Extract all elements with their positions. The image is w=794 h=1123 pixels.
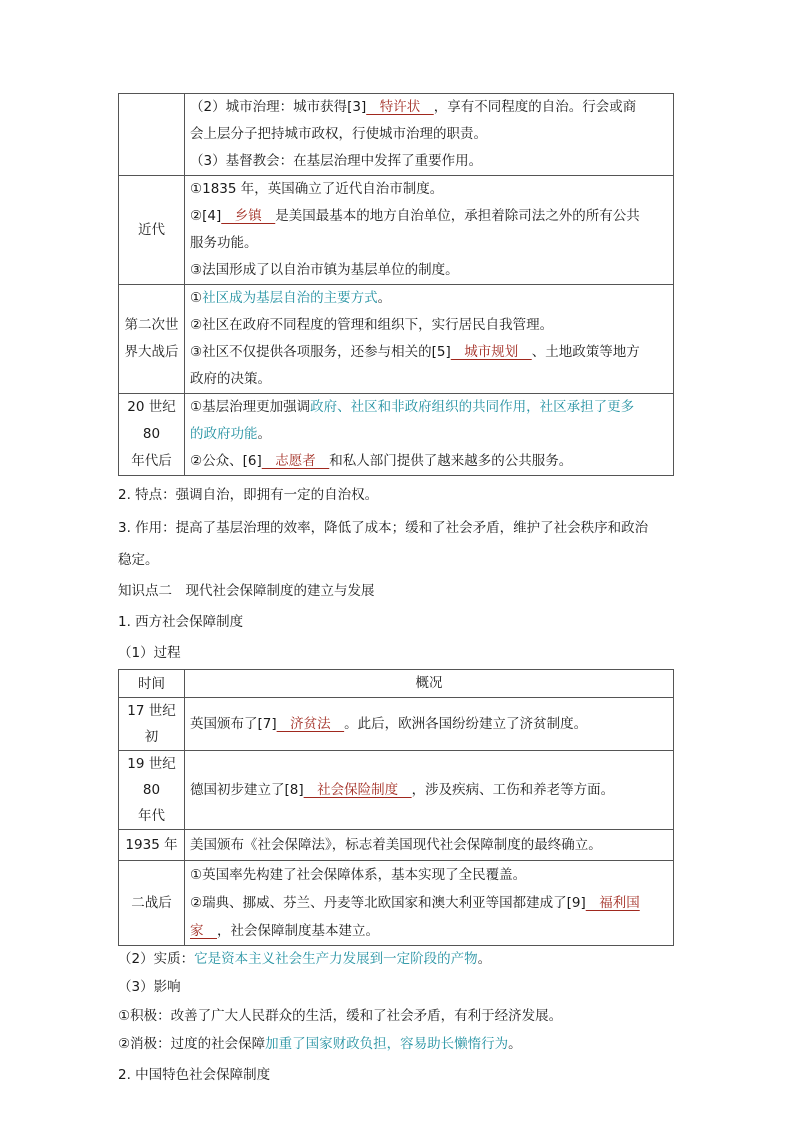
negative-influence: ②消极：过度的社会保障加重了国家财政负担，容易助长懒惰行为。 [118, 1036, 522, 1052]
answer-blank-9: 福利国 [585, 895, 640, 911]
table-row [119, 176, 674, 285]
effect-paragraph: 3. 作用：提高了基层治理的效率，降低了成本；缓和了社会矛盾，维护了社会秩序和政治 [118, 520, 649, 536]
table-row [119, 698, 674, 751]
table-row [119, 751, 674, 830]
section-heading-west: 1. 西方社会保障制度 [118, 614, 244, 630]
highlight-text: 社区成为基层自治的主要方式 [202, 290, 378, 306]
table-row [119, 285, 674, 394]
answer-blank-3: 特许状 [366, 99, 434, 115]
desc-cell: ①英国率先构建了社会保障体系，基本实现了全民覆盖。 ②瑞典、挪威、芬兰、丹麦等北欧国家和澳大利亚等国都建成了[9] 福利国 家 ，社会保障制度基本建立。 [185, 861, 674, 946]
text-line: ②[4] 乡镇 是美国最基本的地方自治单位，承担着除司法之外的所有公共 [190, 208, 640, 224]
effect-paragraph-cont: 稳定。 [118, 552, 159, 568]
header-desc: 概况 [185, 670, 674, 698]
table-row [119, 394, 674, 476]
subheading-influence: （3）影响 [118, 979, 181, 995]
text-line: ①1835 年，英国确立了近代自治市制度。 [190, 181, 444, 197]
highlight-text: 加重了国家财政负担，容易助长懒惰行为 [265, 1036, 509, 1052]
desc-cell: 美国颁布《社会保障法》，标志着美国现代社会保障制度的最终确立。 [185, 830, 674, 861]
social-security-table [118, 669, 674, 946]
text-line: ①社区成为基层自治的主要方式。 [190, 290, 392, 306]
content-cell [185, 94, 674, 176]
grassroots-governance-table [118, 93, 674, 476]
content-cell [185, 176, 674, 285]
table-row [119, 861, 674, 946]
text-line: 的政府功能。 [190, 426, 271, 442]
knowledge-point-heading: 知识点二 现代社会保障制度的建立与发展 [118, 583, 375, 599]
answer-blank-8: 社会保险制度 [303, 781, 412, 798]
table-row [119, 670, 674, 698]
document-page [118, 93, 676, 1092]
header-time: 时间 [119, 670, 185, 698]
text-line: ①基层治理更加强调政府、社区和非政府组织的共同作用，社区承担了更多 [190, 399, 635, 415]
feature-paragraph: 2. 特点：强调自治，即拥有一定的自治权。 [118, 487, 379, 503]
text-line: 会上层分子把持城市政权，行使城市治理的职责。 [190, 126, 487, 142]
content-cell [185, 285, 674, 394]
answer-blank-7: 济贫法 [276, 716, 345, 732]
essence-paragraph: （2）实质：它是资本主义社会生产力发展到一定阶段的产物。 [118, 951, 492, 967]
text-line: ③法国形成了以自治市镇为基层单位的制度。 [190, 262, 459, 278]
highlight-text: 政府、社区和非政府组织的共同作用，社区承担了更多 [310, 399, 635, 415]
positive-influence: ①积极：改善了广大人民群众的生活，缓和了社会矛盾，有利于经济发展。 [118, 1008, 563, 1024]
period-cell: 20 世纪 80 年代后 [119, 394, 185, 476]
section-heading-china: 2. 中国特色社会保障制度 [118, 1067, 271, 1083]
table-row [119, 830, 674, 861]
text-line: （3）基督教会：在基层治理中发挥了重要作用。 [190, 153, 483, 169]
text-line: 政府的决策。 [190, 371, 271, 387]
highlight-text: 它是资本主义社会生产力发展到一定阶段的产物 [194, 951, 478, 967]
text-line: ②公众、[6] 志愿者 和私人部门提供了越来越多的公共服务。 [190, 453, 573, 469]
period-cell [119, 94, 185, 176]
time-cell: 二战后 [119, 861, 185, 946]
text-line: （2）城市治理：城市获得[3] 特许状 ，享有不同程度的自治。行会或商 [190, 99, 637, 115]
desc-cell: 英国颁布了[7] 济贫法 。此后，欧洲各国纷纷建立了济贫制度。 [185, 698, 674, 751]
content-cell [185, 394, 674, 476]
desc-cell: 德国初步建立了[8] 社会保险制度 ，涉及疾病、工伤和养老等方面。 [185, 751, 674, 830]
answer-blank-5: 城市规划 [450, 344, 532, 360]
answer-blank-4: 乡镇 [221, 208, 276, 224]
time-cell: 19 世纪 80 年代 [119, 751, 185, 830]
time-cell: 17 世纪初 [119, 698, 185, 751]
answer-blank-9-cont: 家 [190, 923, 217, 939]
answer-blank-6: 志愿者 [261, 453, 330, 469]
subheading-process: （1）过程 [118, 645, 181, 661]
time-cell: 1935 年 [119, 830, 185, 861]
text-line: ③社区不仅提供各项服务，还参与相关的[5] 城市规划 、土地政策等地方 [190, 344, 640, 360]
period-cell: 近代 [119, 176, 185, 285]
table-row [119, 94, 674, 176]
period-cell: 第二次世 界大战后 [119, 285, 185, 394]
highlight-text: 的政府功能 [190, 426, 258, 442]
text-line: 服务功能。 [190, 235, 258, 251]
text-line: ②社区在政府不同程度的管理和组织下，实行居民自我管理。 [190, 317, 554, 333]
